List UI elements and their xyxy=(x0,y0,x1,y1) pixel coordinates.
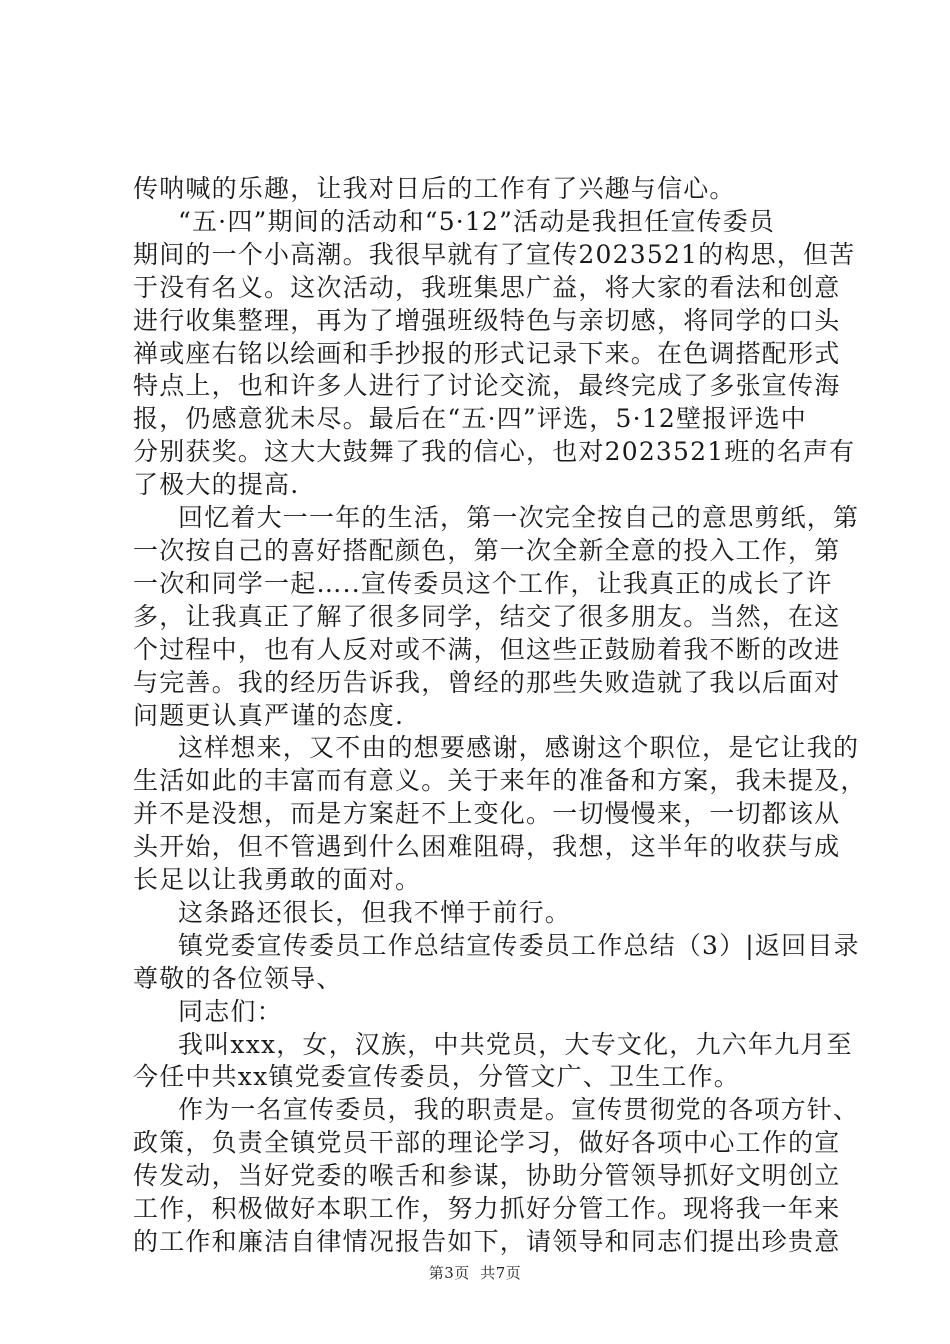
text-line: 禅或座右铭以绘画和手抄报的形式记录下来。在色调搭配形式 xyxy=(133,338,841,368)
text-line: 分别获奖。这大大鼓舞了我的信心，也对2023521班的名声有 xyxy=(133,437,856,467)
text-line: 问题更认真严谨的态度. xyxy=(133,700,405,730)
text-line: 传呐喊的乐趣，让我对日后的工作有了兴趣与信心。 xyxy=(133,174,736,203)
paragraph-first-line: 我叫xxx，女，汉族，中共党员，大专文化，九六年九月至 xyxy=(178,1029,853,1059)
salutation-line: 同志们： xyxy=(178,996,283,1026)
text-line: 期间的一个小高潮。我很早就有了宣传2023521的构思，但苦 xyxy=(133,239,856,269)
text-line: 头开始，但不管遇到什么困难阻碍，我想，这半年的收获与成 xyxy=(133,832,841,862)
section-heading-line: 镇党委宣传委员工作总结宣传委员工作总结（3）|返回目录 xyxy=(178,930,860,960)
text-line: 传发动，当好党委的喉舌和参谋，协助分管领导抓好文明创立 xyxy=(133,1161,841,1191)
page-number-footer: 第3页 共7页 xyxy=(428,1264,522,1282)
paragraph-first-line: “五·四”期间的活动和“5·12”活动是我担任宣传委员 xyxy=(178,206,776,236)
text-line: 多，让我真正了解了很多同学，结交了很多朋友。当然，在这 xyxy=(133,601,841,631)
text-line: 工作，积极做好本职工作，努力抓好分管工作。现将我一年来 xyxy=(133,1194,841,1224)
text-line: 并不是没想，而是方案赶不上变化。一切慢慢来，一切都该从 xyxy=(133,799,841,829)
text-line: 个过程中，也有人反对或不满，但这些正鼓励着我不断的改进 xyxy=(133,634,841,664)
text-line: 了极大的提高. xyxy=(133,470,300,500)
salutation-line: 尊敬的各位领导、 xyxy=(133,963,343,993)
paragraph-first-line: 回忆着大一一年的生活，第一次完全按自己的意思剪纸，第 xyxy=(178,503,860,533)
paragraph-first-line: 这样想来，又不由的想要感谢，感谢这个职位，是它让我的 xyxy=(178,733,860,763)
text-line: 于没有名义。这次活动，我班集思广益，将大家的看法和创意 xyxy=(133,272,841,302)
text-line: 一次按自己的喜好搭配颜色，第一次全新全意的投入工作，第 xyxy=(133,535,841,565)
text-line: 政策，负责全镇党员干部的理论学习，做好各项中心工作的宣 xyxy=(133,1128,841,1158)
text-line: 特点上，也和许多人进行了讨论交流，最终完成了多张宣传海 xyxy=(133,371,841,401)
text-line: 报，仍感意犹未尽。最后在“五·四”评选，5·12壁报评选中 xyxy=(133,404,807,434)
text-line: 的工作和廉洁自律情况报告如下，请领导和同志们提出珍贵意 xyxy=(133,1227,841,1256)
text-line: 今任中共xx镇党委宣传委员，分管文广、卫生工作。 xyxy=(133,1062,741,1092)
paragraph-first-line: 这条路还很长，但我不惮于前行。 xyxy=(178,897,572,927)
text-line: 生活如此的丰富而有意义。关于来年的准备和方案，我未提及， xyxy=(133,766,867,796)
text-line: 一次和同学一起…..宣传委员这个工作，让我真正的成长了许 xyxy=(133,568,833,598)
text-line: 进行收集整理，再为了增强班级特色与亲切感，将同学的口头 xyxy=(133,305,841,335)
text-line: 长足以让我勇敢的面对。 xyxy=(133,865,422,895)
paragraph-first-line: 作为一名宣传委员，我的职责是。宣传贯彻党的各项方针、 xyxy=(178,1095,860,1125)
text-line: 与完善。我的经历告诉我，曾经的那些失败造就了我以后面对 xyxy=(133,667,841,697)
